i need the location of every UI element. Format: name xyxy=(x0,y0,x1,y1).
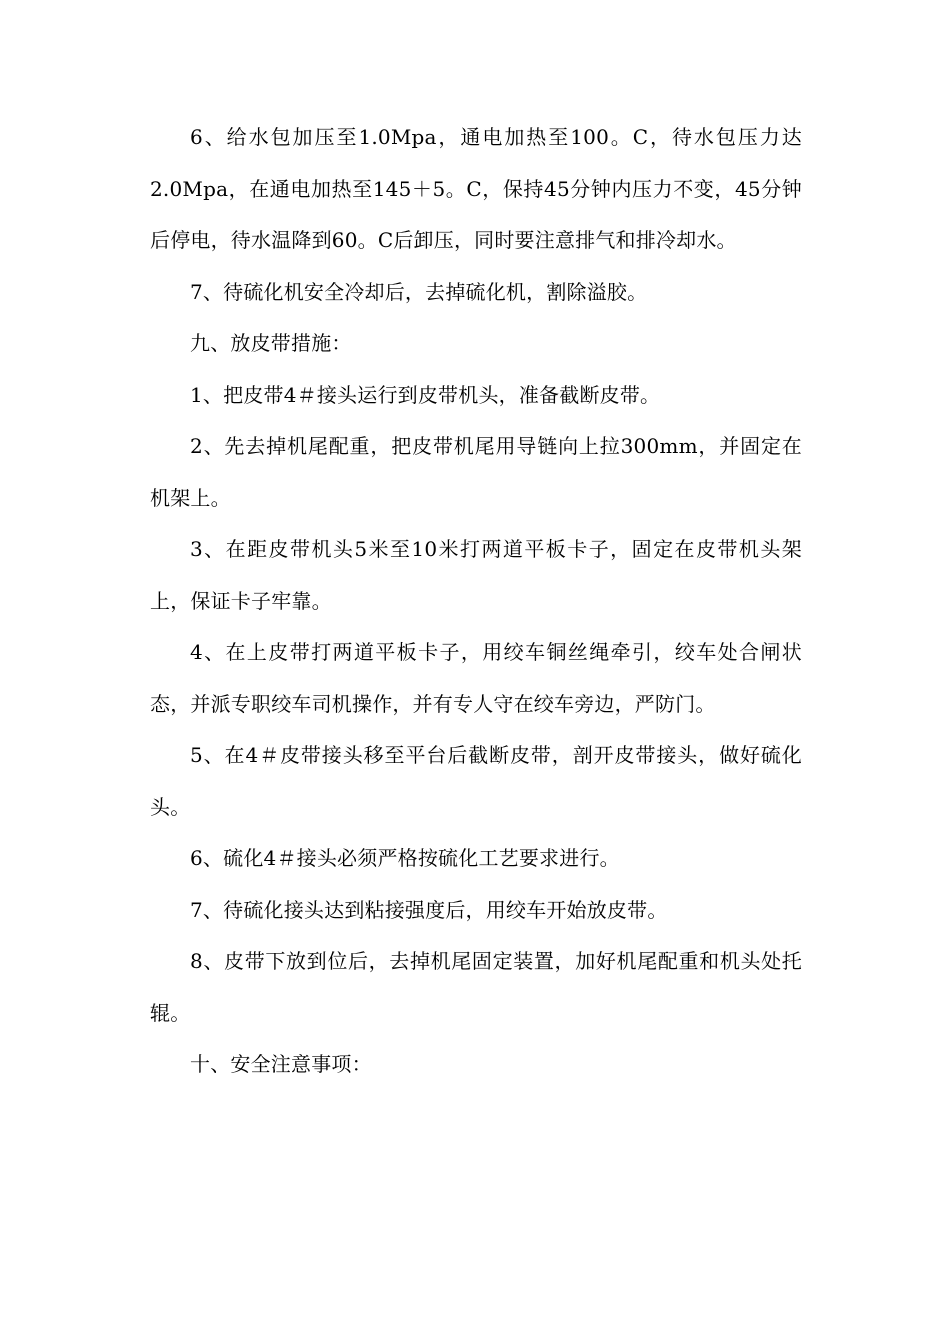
paragraph-release-step-5: 5、在4＃皮带接头移至平台后截断皮带，剖开皮带接头，做好硫化头。 xyxy=(150,743,802,819)
section-heading-safety-notes: 十、安全注意事项： xyxy=(190,1052,372,1076)
paragraph-release-step-8: 8、皮带下放到位后，去掉机尾固定装置，加好机尾配重和机头处托辊。 xyxy=(150,949,802,1025)
paragraph-release-step-6: 6、硫化4＃接头必须严格按硫化工艺要求进行。 xyxy=(190,846,620,870)
paragraph-release-step-4: 4、在上皮带打两道平板卡子，用绞车铜丝绳牵引，绞车处合闸状态，并派专职绞车司机操作，并有专人守在绞车旁边，严防门。 xyxy=(150,640,802,716)
paragraph-release-step-7: 7、待硫化接头达到粘接强度后，用绞车开始放皮带。 xyxy=(190,897,668,922)
paragraph-step-7-cooling: 7、待硫化机安全冷却后，去掉硫化机，割除溢胶。 xyxy=(190,279,648,304)
paragraph-release-step-3: 3、在距皮带机头5米至10米打两道平板卡子，固定在皮带机头架上，保证卡子牢靠。 xyxy=(150,537,802,613)
document-body xyxy=(150,112,802,1091)
paragraph-release-step-2: 2、先去掉机尾配重，把皮带机尾用导链向上拉300mm，并固定在机架上。 xyxy=(150,434,802,510)
section-heading-belt-release: 九、放皮带措施： xyxy=(190,331,352,355)
paragraph-release-step-1: 1、把皮带4＃接头运行到皮带机头，准备截断皮带。 xyxy=(190,382,661,407)
paragraph-step-6-water-heating: 6、给水包加压至1.0Mpa，通电加热至100。C，待水包压力达2.0Mpa，在通电加热至145＋5。C，保持45分钟内压力不变，45分钟后停电，待水温降到60。C后卸压，同时要注意排气和排冷却水。 xyxy=(150,125,802,252)
